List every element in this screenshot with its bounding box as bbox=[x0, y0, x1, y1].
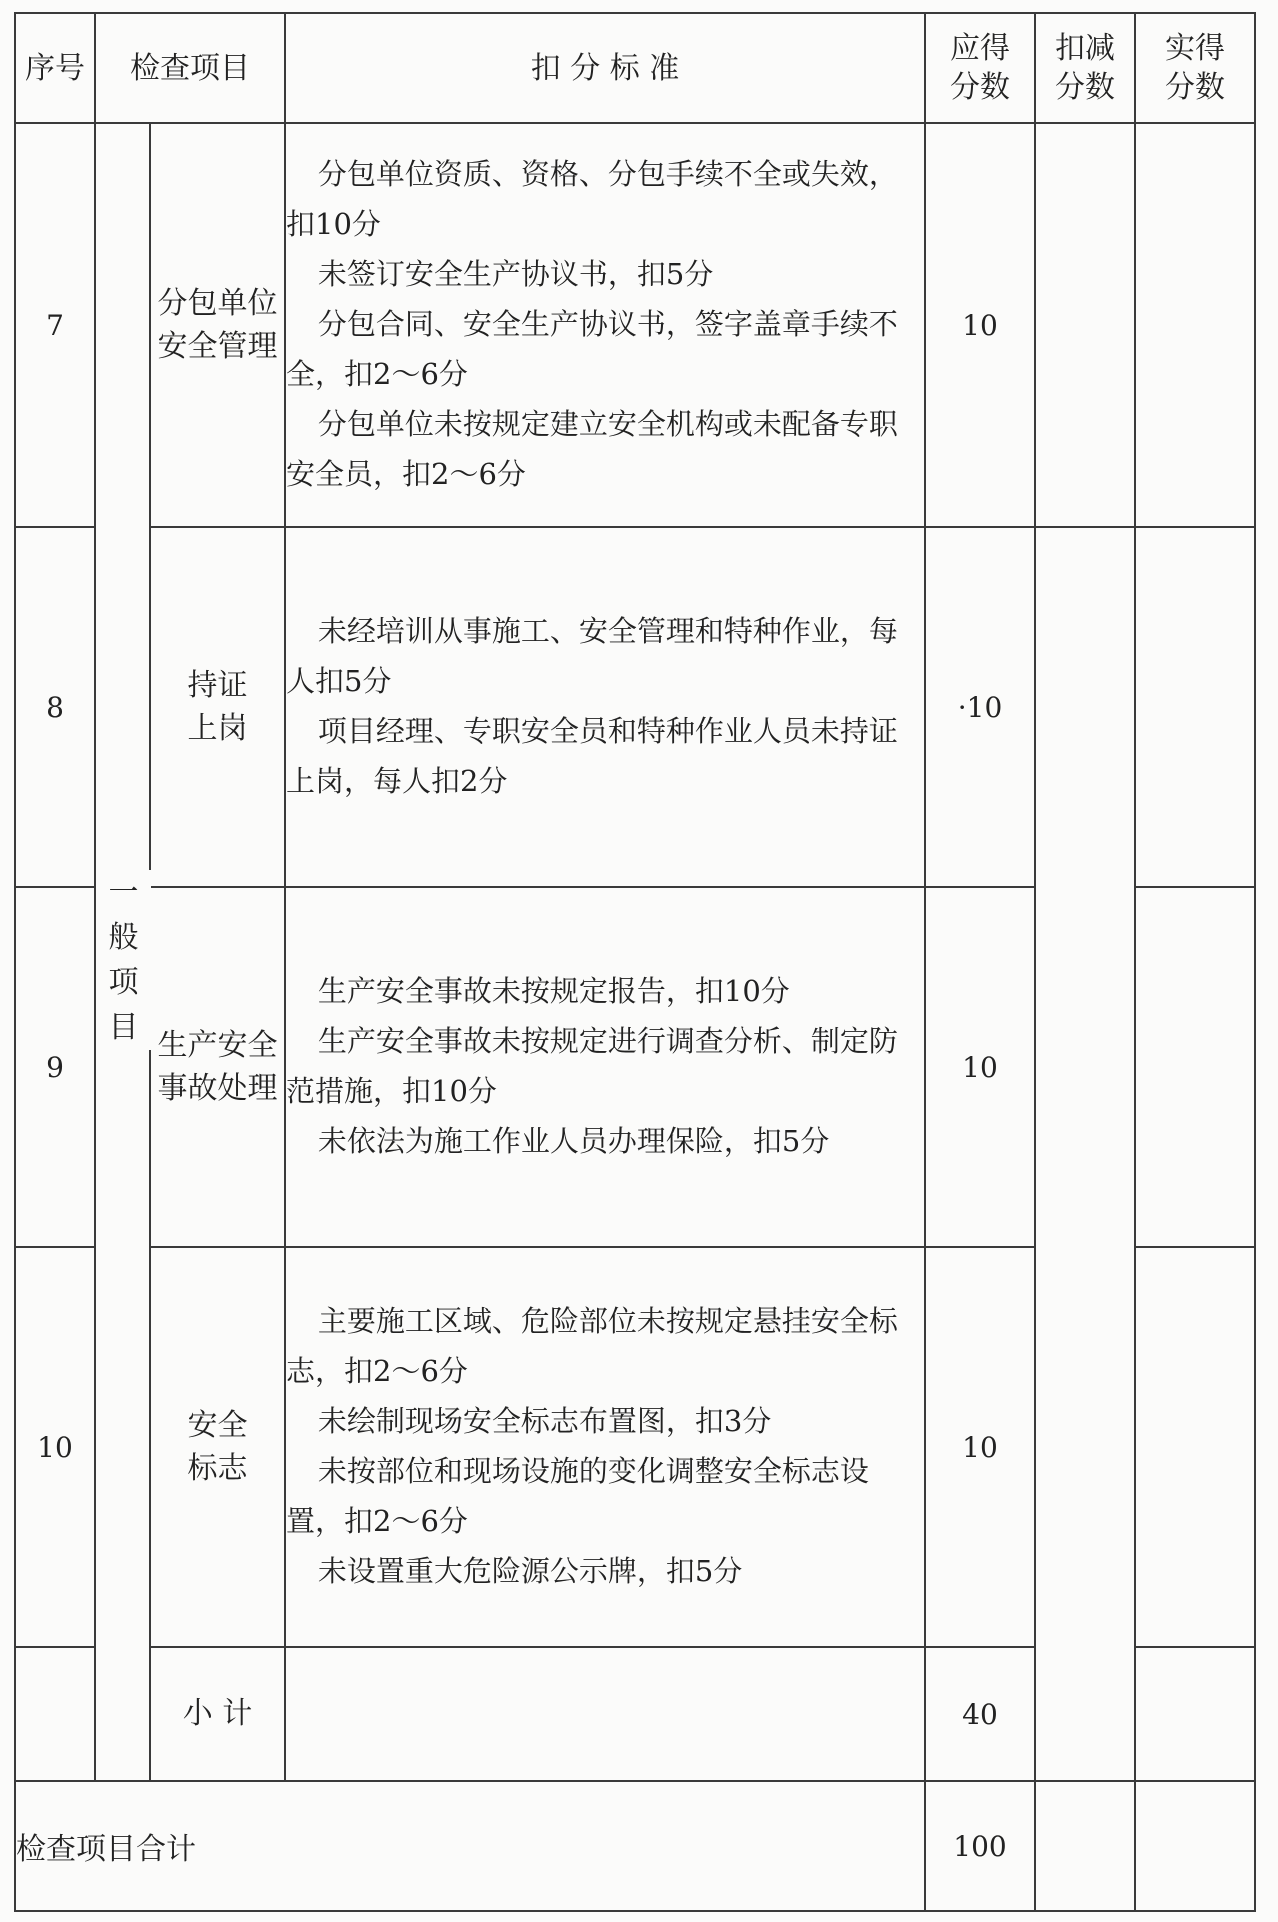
deduction-criteria: 分包单位资质、资格、分包手续不全或失效，扣10分 未签订安全生产协议书，扣5分 分包合同、安全生产协议书，签字盖章手续不全，扣2～6分 分包单位未按规定建立安全机构或未配备专职安全员，扣2～6分 bbox=[285, 123, 925, 527]
total-label: 检查项目合计 bbox=[15, 1781, 925, 1911]
deduction-criteria: 生产安全事故未按规定报告，扣10分 生产安全事故未按规定进行调查分析、制定防范措施，扣10分 未依法为施工作业人员办理保险，扣5分 bbox=[285, 887, 925, 1247]
item-name: 分包单位 安全管理 bbox=[150, 123, 285, 527]
actual-points bbox=[1135, 123, 1255, 527]
due-points: 10 bbox=[925, 887, 1035, 1247]
total-points: 100 bbox=[925, 1781, 1035, 1911]
header-deducted-points: 扣减 分数 bbox=[1035, 13, 1135, 123]
actual-points bbox=[1135, 887, 1255, 1247]
header-item: 检查项目 bbox=[95, 13, 285, 123]
deduction-criteria: 未经培训从事施工、安全管理和特种作业，每人扣5分 项目经理、专职安全员和特种作业人员未持证上岗，每人扣2分 bbox=[285, 527, 925, 887]
deducted-points bbox=[1035, 527, 1135, 1781]
header-criteria: 扣 分 标 准 bbox=[285, 13, 925, 123]
subtotal-number-cell bbox=[15, 1647, 95, 1781]
header-due-points: 应得 分数 bbox=[925, 13, 1035, 123]
due-points: 10 bbox=[925, 123, 1035, 527]
total-deducted-cell bbox=[1035, 1781, 1135, 1911]
actual-points bbox=[1135, 527, 1255, 887]
inspection-score-table bbox=[14, 12, 1256, 1912]
subtotal-criteria-cell bbox=[285, 1647, 925, 1781]
total-actual-cell bbox=[1135, 1781, 1255, 1911]
total-row bbox=[15, 1781, 1255, 1911]
row-number: 8 bbox=[15, 527, 95, 887]
row-number: 9 bbox=[15, 887, 95, 1247]
row-number: 7 bbox=[15, 123, 95, 527]
table-row bbox=[15, 123, 1255, 527]
subtotal-points: 40 bbox=[925, 1647, 1035, 1781]
category-label-general-items: 一 般 项 目 bbox=[96, 870, 151, 1050]
item-name: 持证 上岗 bbox=[150, 527, 285, 887]
subtotal-actual-cell bbox=[1135, 1647, 1255, 1781]
header-actual-points: 实得 分数 bbox=[1135, 13, 1255, 123]
due-points: 10 bbox=[925, 1247, 1035, 1647]
deduction-criteria: 主要施工区域、危险部位未按规定悬挂安全标志，扣2～6分 未绘制现场安全标志布置图，扣3分 未按部位和现场设施的变化调整安全标志设置，扣2～6分 未设置重大危险源公示牌，扣5分 bbox=[285, 1247, 925, 1647]
item-name: 安全 标志 bbox=[150, 1247, 285, 1647]
table-row bbox=[15, 527, 1255, 887]
actual-points bbox=[1135, 1247, 1255, 1647]
item-name: 生产安全 事故处理 bbox=[150, 887, 285, 1247]
due-points: ·10 bbox=[925, 527, 1035, 887]
header-row bbox=[15, 13, 1255, 123]
subtotal-label: 小 计 bbox=[150, 1647, 285, 1781]
row-number: 10 bbox=[15, 1247, 95, 1647]
header-no: 序号 bbox=[15, 13, 95, 123]
deducted-points bbox=[1035, 123, 1135, 527]
